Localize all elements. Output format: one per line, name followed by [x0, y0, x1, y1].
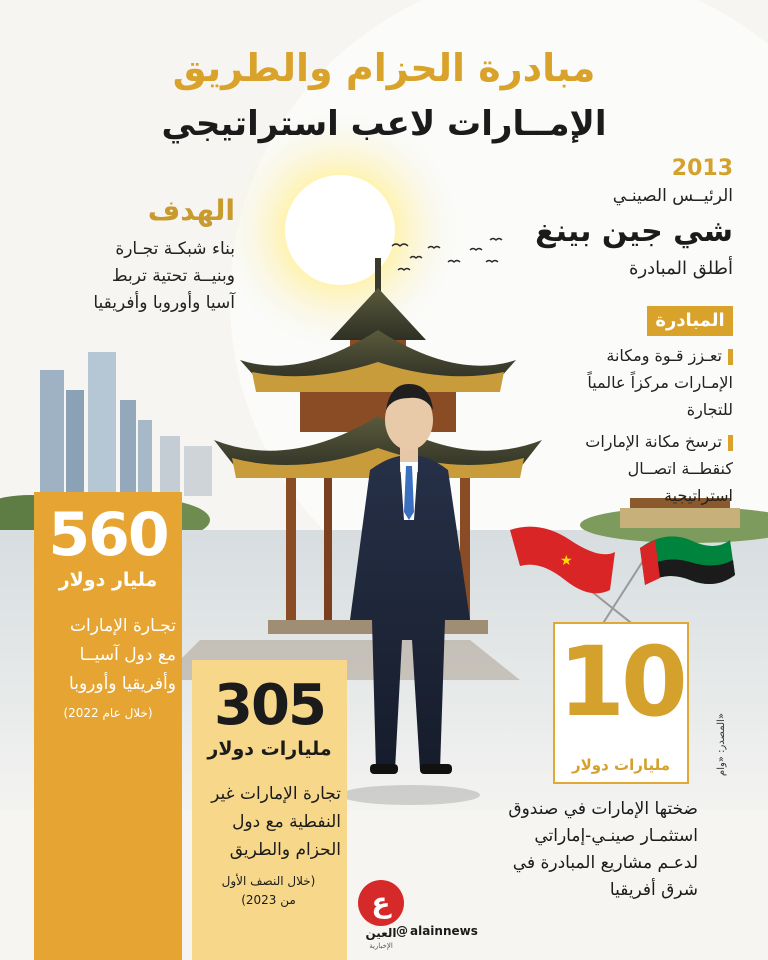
stat-line: الحزام والطريق: [229, 840, 341, 860]
stat-line: النفطية مع دول: [232, 812, 341, 832]
stat-305-period: [196, 872, 341, 910]
page-title: مبادرة الحزام والطريق: [172, 46, 596, 90]
stat-10-value: 10: [558, 626, 684, 738]
bullet-marker-icon: [728, 435, 733, 451]
svg-text:★: ★: [560, 553, 573, 569]
source-credit: المصدر: «وام»: [716, 713, 727, 776]
stat-560-value: 560: [48, 500, 168, 570]
brand-logo-glyph: ع: [371, 886, 391, 919]
stat-560-unit: مليار دولار: [58, 569, 158, 591]
period-line: من 2023): [241, 893, 296, 907]
bullet-line: كنقطــة اتصــال: [627, 459, 733, 478]
bullet-marker-icon: [728, 349, 733, 365]
stat-line: استثمـار صينـي-إماراتي: [534, 826, 698, 846]
stat-line: وأفريقيا وأوروبا: [69, 674, 176, 694]
stat-305-value: 305: [214, 673, 325, 738]
social-handle[interactable]: alainnews: [410, 924, 478, 938]
stat-560-period: (خلال عام 2022): [63, 706, 153, 720]
president-label: الرئيــس الصينـي: [612, 186, 733, 206]
stat-line: مع دول آسيــا: [79, 645, 176, 665]
stat-560-description: [40, 612, 176, 699]
stat-line: تجارة الإمارات غير: [211, 784, 341, 804]
launch-action: أطلق المبادرة: [629, 258, 733, 279]
stat-line: لدعـم مشاريع المبادرة في: [512, 853, 698, 873]
bullet-line: تعـزز قـوة ومكانة: [606, 346, 722, 365]
goal-line: وبنيــة تحتية تربط: [111, 266, 235, 286]
initiative-tag: المبادرة: [647, 306, 733, 336]
bullet-line: ترسخ مكانة الإمارات: [585, 432, 722, 451]
page-subtitle: الإمــارات لاعب استراتيجي: [161, 104, 607, 144]
stat-305-description: [196, 780, 341, 864]
goal-line: آسيا وأوروبا وأفريقيا: [93, 293, 235, 313]
city-skyline: [40, 352, 212, 496]
stat-10-unit: مليارات دولار: [571, 756, 671, 774]
goal-description: [30, 236, 235, 317]
president-name: شي جين بينغ: [535, 214, 733, 249]
bullet-line: للتجارة: [686, 400, 733, 419]
stat-305-unit: مليارات دولار: [207, 738, 332, 760]
bullet-line: استراتيجية: [664, 486, 733, 505]
initiative-bullet-1: [545, 342, 733, 423]
at-icon: @: [396, 924, 408, 938]
goal-heading: الهدف: [147, 194, 235, 227]
goal-line: بناء شبكـة تجـارة: [115, 239, 235, 259]
stat-line: تجـارة الإمارات: [69, 616, 176, 636]
brand-name: العين: [365, 926, 397, 940]
period-line: (خلال النصف الأول: [221, 874, 316, 888]
launch-year: 2013: [671, 156, 733, 181]
stat-10-description: [448, 796, 698, 904]
stat-line: ضختها الإمارات في صندوق: [508, 799, 698, 819]
initiative-bullet-2: [545, 428, 733, 509]
stat-line: شرق أفريقيا: [609, 880, 698, 900]
bullet-line: الإمـارات مركزاً عالمياً: [587, 373, 733, 392]
brand-tagline: الإخبارية: [369, 942, 393, 950]
